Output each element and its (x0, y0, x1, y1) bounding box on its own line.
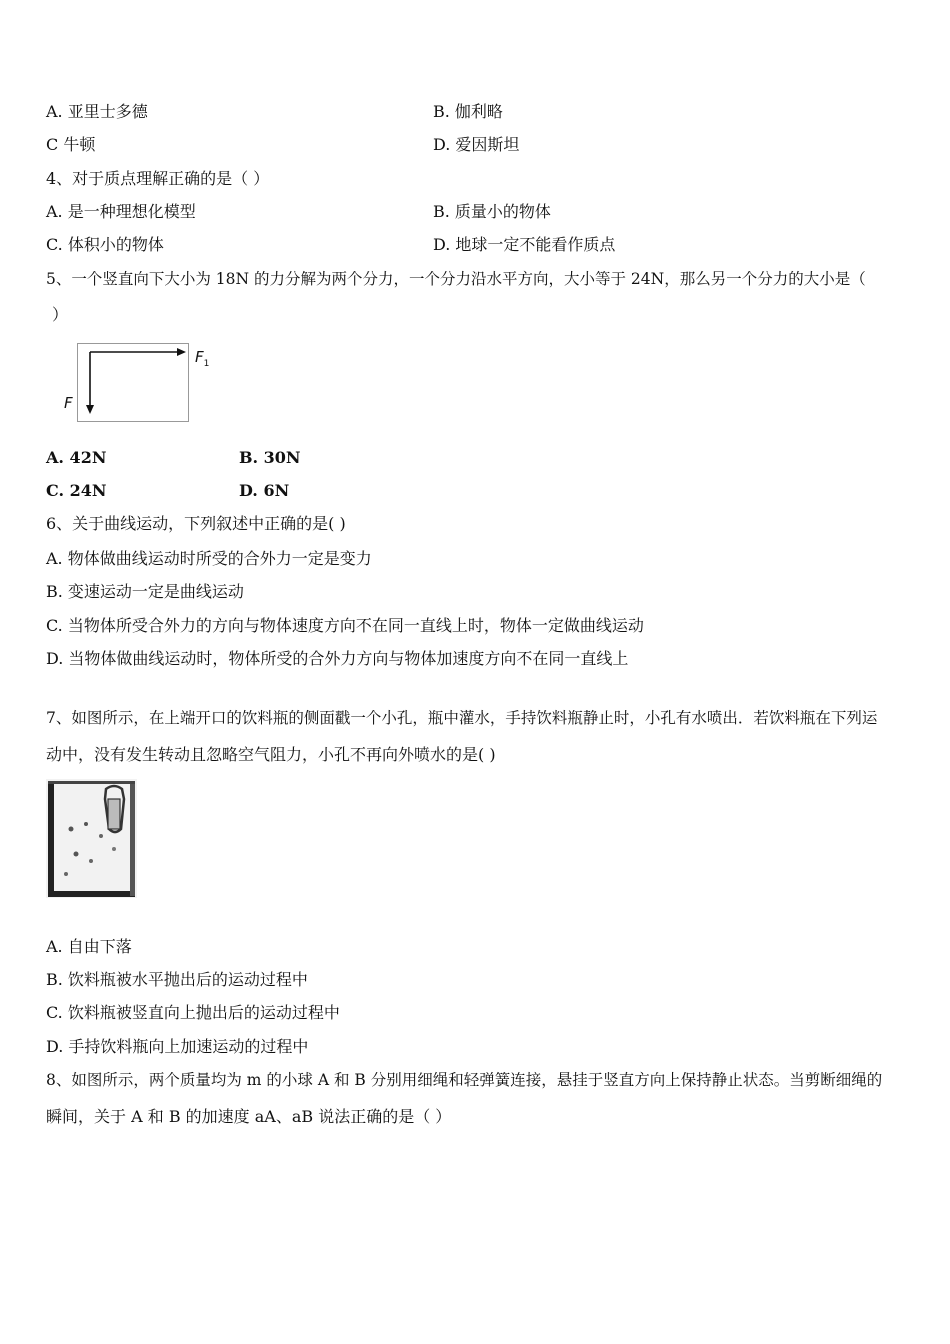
q4-option-a: A. 是一种理想化模型 (46, 202, 196, 221)
q6-option-c: C. 当物体所受合外力的方向与物体速度方向不在同一直线上时，物体一定做曲线运动 (46, 616, 644, 635)
force-diagram (77, 343, 189, 422)
q5-option-d: D. 6N (239, 481, 290, 500)
force-arrows (78, 344, 188, 421)
q4-option-b: B. 质量小的物体 (433, 202, 551, 221)
q4-option-c: C. 体积小的物体 (46, 235, 164, 254)
q8-stem-line1: 8、如图所示，两个质量均为 m 的小球 A 和 B 分别用细绳和轻弹簧连接，悬挂于竖直方向上保持静止状态。当剪断细绳的 (46, 1071, 883, 1089)
q7-stem-line2: 动中，没有发生转动且忽略空气阻力，小孔不再向外喷水的是( ) (46, 745, 496, 764)
q6-option-d: D. 当物体做曲线运动时，物体所受的合外力方向与物体加速度方向不在同一直线上 (46, 649, 629, 668)
q7-option-b: B. 饮料瓶被水平抛出后的运动过程中 (46, 970, 308, 989)
q3-option-c: C 牛顿 (46, 135, 96, 154)
q3-option-a: A. 亚里士多德 (46, 102, 148, 121)
q8-stem-line2: 瞬间，关于 A 和 B 的加速度 aA、aB 说法正确的是（ ） (46, 1107, 452, 1126)
q5-option-a: A. 42N (46, 448, 107, 467)
q4-option-d: D. 地球一定不能看作质点 (433, 235, 616, 254)
q3-option-d: D. 爱因斯坦 (433, 135, 520, 154)
bottle-photo (46, 779, 137, 898)
bottle-photo-image (46, 779, 137, 898)
q6-option-a: A. 物体做曲线运动时所受的合外力一定是变力 (46, 549, 372, 568)
q7-option-d: D. 手持饮料瓶向上加速运动的过程中 (46, 1037, 309, 1056)
q5-option-c: C. 24N (46, 481, 107, 500)
q7-stem-line1: 7、如图所示，在上端开口的饮料瓶的侧面戳一个小孔，瓶中灌水，手持饮料瓶静止时，小孔有水喷出．若饮料瓶在下列运 (46, 709, 878, 727)
q3-option-b: B. 伽利略 (433, 102, 503, 121)
q7-option-c: C. 饮料瓶被竖直向上抛出后的运动过程中 (46, 1003, 340, 1022)
label-f1: $F_1$ (195, 348, 210, 369)
q4-stem: 4、对于质点理解正确的是（ ） (46, 169, 270, 188)
q5-stem-line1: 5、一个竖直向下大小为 18N 的力分解为两个分力，一个分力沿水平方向，大小等于 24N，那么另一个分力的大小是（ (46, 270, 866, 288)
label-f: F (64, 394, 73, 412)
q7-option-a: A. 自由下落 (46, 937, 132, 956)
q6-stem: 6、关于曲线运动，下列叙述中正确的是( ) (46, 514, 346, 533)
q6-option-b: B. 变速运动一定是曲线运动 (46, 582, 244, 601)
q5-option-b: B. 30N (239, 448, 301, 467)
q5-stem-line2: ） (52, 305, 69, 324)
